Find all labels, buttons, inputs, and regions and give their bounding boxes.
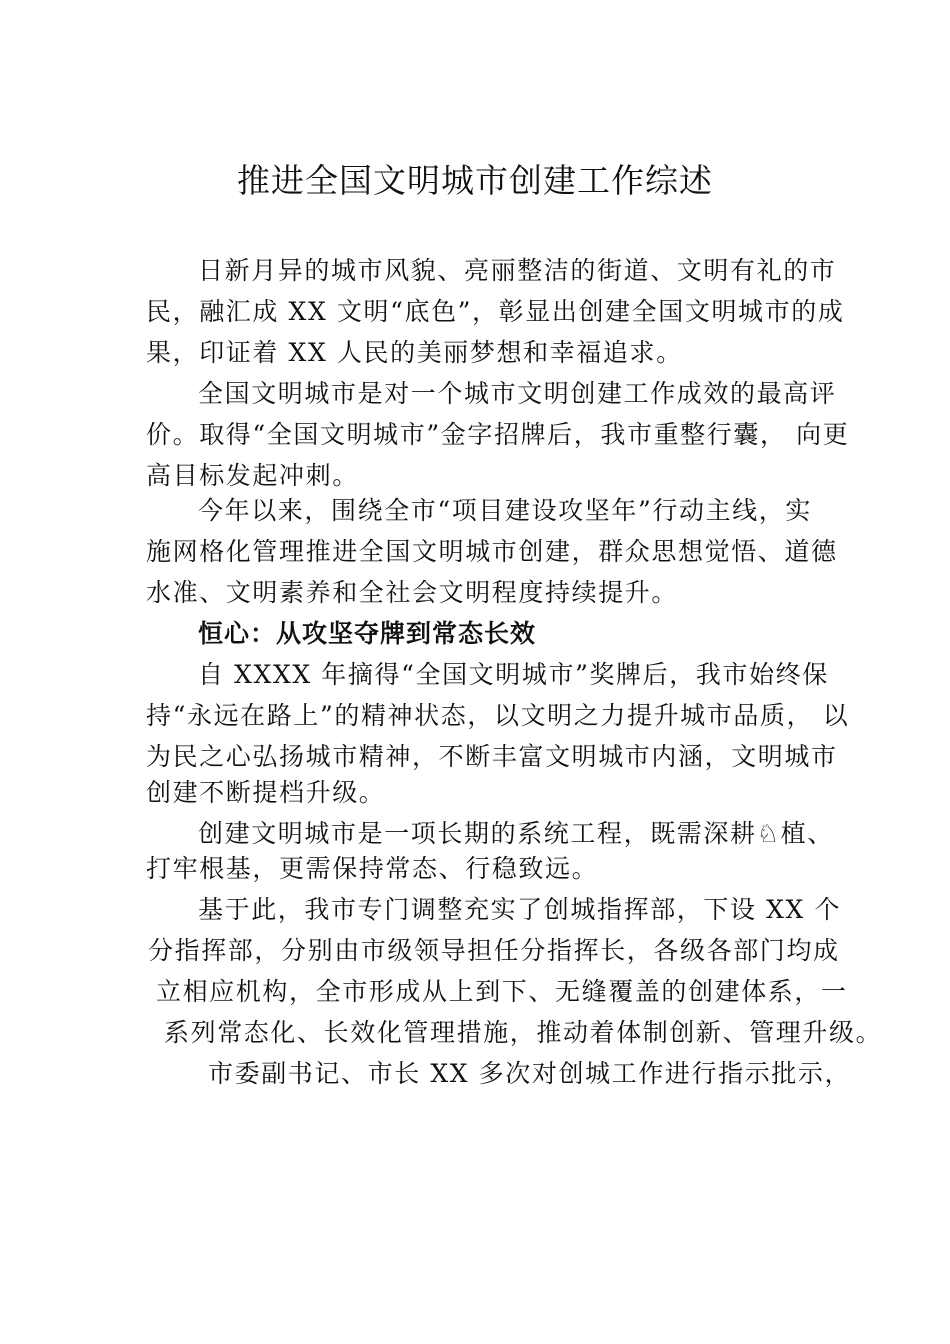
paragraph-2-line-1: 全国文明城市是对一个城市文明创建工作成效的最高评: [198, 379, 837, 408]
section-heading: 恒心：从攻坚夺牌到常态长效: [198, 619, 537, 648]
paragraph-1-line-2: 民，融汇成 XX 文明“底色”，彰显出创建全国文明城市的成: [146, 297, 845, 326]
section-paragraph-1-line-4: 创建不断提档升级。: [146, 778, 386, 807]
section-paragraph-1-line-3: 为民之心弘扬城市精神，不断丰富文明城市内涵，文明城市: [146, 742, 838, 771]
section-paragraph-3-line-4: 系列常态化、长效化管理措施，推动着体制创新、管理升级。: [164, 1018, 883, 1047]
paragraph-1-line-3: 果，印证着 XX 人民的美丽梦想和幸福追求。: [146, 338, 683, 367]
section-paragraph-2-line-1: 创建文明城市是一项长期的系统工程，既需深耕♘植、: [198, 819, 834, 848]
section-paragraph-2-line-2: 打牢根基，更需保持常态、行稳致远。: [146, 854, 599, 883]
document-title: 推进全国文明城市创建工作综述: [237, 161, 713, 200]
paragraph-3-line-1: 今年以来，围绕全市“项目建设攻坚年”行动主线，实: [198, 496, 812, 525]
section-paragraph-1-line-1: 自 XXXX 年摘得“全国文明城市”奖牌后，我市始终保: [198, 660, 829, 689]
section-paragraph-3-line-1: 基于此，我市专门调整充实了创城指挥部，下设 XX 个: [198, 895, 842, 924]
paragraph-3-line-2: 施网格化管理推进全国文明城市创建，群众思想觉悟、道德: [146, 537, 838, 566]
paragraph-1-line-1: 日新月异的城市风貌、亮丽整洁的街道、文明有礼的市: [198, 256, 837, 285]
section-paragraph-4-line-1: 市委副书记、市长 XX 多次对创城工作进行指示批示，: [208, 1059, 852, 1088]
paragraph-3-line-3: 水准、文明素养和全社会文明程度持续提升。: [146, 578, 679, 607]
section-paragraph-3-line-3: 立相应机构，全市形成从上到下、无缝覆盖的创建体系，一: [156, 977, 848, 1006]
paragraph-2-line-2: 价。取得“全国文明城市”金字招牌后，我市重整行囊， 向更: [146, 420, 850, 449]
section-paragraph-1-line-2: 持“永远在路上”的精神状态，以文明之力提升城市品质， 以: [146, 701, 850, 730]
paragraph-2-line-3: 高目标发起冲刺。: [146, 461, 359, 490]
section-paragraph-3-line-2: 分指挥部，分别由市级领导担任分指挥长，各级各部门均成: [148, 936, 840, 965]
